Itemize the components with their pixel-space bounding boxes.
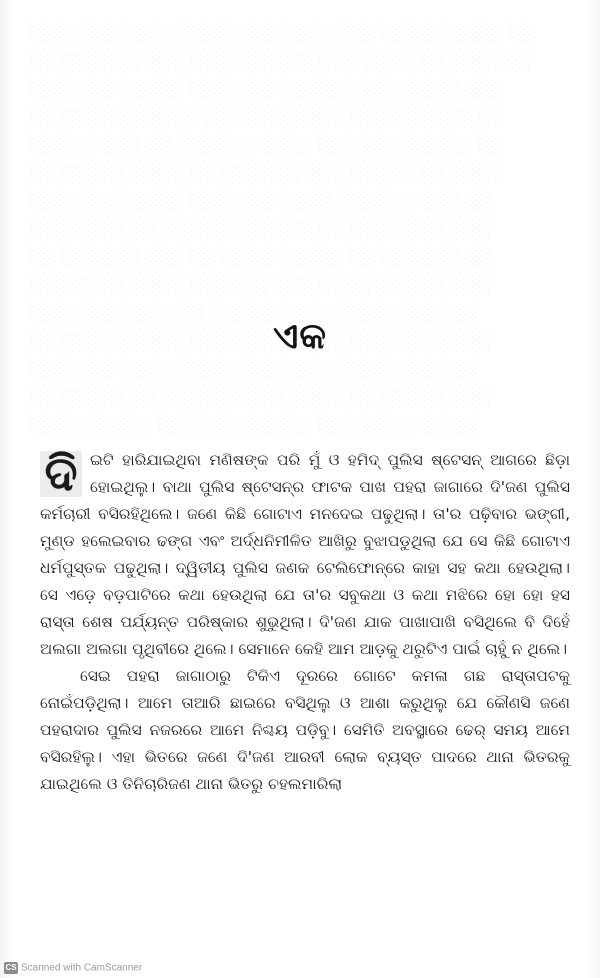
scanner-watermark [4, 962, 142, 974]
paragraph-1 [40, 447, 570, 663]
scanner-watermark-label: Scanned with CamScanner [21, 962, 143, 974]
paragraph-1-text: ଇଟି ହାରିଯାଇଥିବା ମଣିଷଙ୍କ ପରି ମୁଁ ଓ ହମିଦ୍ ପୁଲିସ ଷ୍ଟେସନ୍ ଆଗରେ ଛିଡ଼ା ହୋଇଥିଲୁ। ବାଥା ପୁଲିସ ଷ୍ଟେସନ୍‌ର ଫାଟକ ପାଖ ପହରା ଜାଗାରେ ଦି'ଜଣ ପୁଲିସ କର୍ମଚାରୀ ବସିରହିଥିଲେ। ଜଣେ କିଛି ଗୋଟାଏ ମନଦେଇ ପଢୁଥିଲା। ତା'ର ପଢ଼ିବାର ଭଙ୍ଗୀ, ମୁଣ୍ଡ ହଲେଇବାର ଢଙ୍ଗ ଏବଂ ଅର୍ଦ୍ଧନିମୀଳିତ ଆଖିରୁ ବୁଝାପଡୁଥିଲା ଯେ ସେ କିଛି ଗୋଟାଏ ଧର୍ମପୁସ୍ତକ ପଢୁଥିଲା। ଦ୍ୱିତୀୟ ପୁଲିସ ଜଣକ ଟେଲିଫୋନ୍‌ରେ କାହା ସହ କଥା ହେଉଥିଲା। ସେ ଏଡ଼େ ବଡ଼ପାଟିରେ କଥା ହେଉଥିଲା ଯେ ତା'ର ସବୁକଥା ଓ କଥା ମଝିରେ ହୋ ହୋ ହସ ରାସ୍ତା ଶେଷ ପର୍ଯ୍ୟନ୍ତ ପରିଷ୍କାର ଶୁଭୁଥିଲା। ଦି'ଜଣ ଯାକ ପାଖାପାଖି ବସିଥିଲେ ବି ଦିହେଁ ଅଲଗା ଅଲଗା ପୃଥିବୀରେ ଥିଲେ। ସେମାନେ କେହି ଆମ ଆଡ଼କୁ ଥରୁଟିଏ ପାଇଁ ଚାହୁଁ ନ ଥିଲେ। [40, 451, 570, 658]
reverse-side-bleed-through [30, 20, 570, 440]
camscanner-logo-icon: CS [5, 963, 17, 972]
chapter-body [40, 447, 570, 798]
chapter-title: ଏକ [273, 316, 327, 357]
paragraph-2: ସେଇ ପହରା ଜାଗାଠାରୁ ଟିକିଏ ଦୂରରେ ଗୋଟେ କମଳା ଗଛ ରାସ୍ତାପଟକୁ ନୋଇଁପଡ଼ିଥିଲା। ଆମେ ତାଆରି ଛାଇରେ ବସିଥିଲୁ ଓ ଆଶା କରୁଥିଲୁ ଯେ କୌଣସି ଜଣେ ପହରାଦାର ପୁଲିସ ନଜରରେ ଆମେ ନିଶ୍ଚୟ ପଡ଼ିବୁ। ସେମିତି ଅବସ୍ଥାରେ ଢେର୍ ସମୟ ଆମେ ବସିରହିଲୁ। ଏହା ଭିତରେ ଜଣେ ଦି'ଜଣ ଆରବୀ ଲୋକ ବ୍ୟସ୍ତ ପାଦରେ ଥାନା ଭିତରକୁ ଯାଇଥିଲେ ଓ ତିନିଚାରିଜଣ ଥାନା ଭିତରୁ ଚହଲମାରିଲା [40, 667, 570, 793]
drop-cap: ଦି [40, 451, 82, 497]
